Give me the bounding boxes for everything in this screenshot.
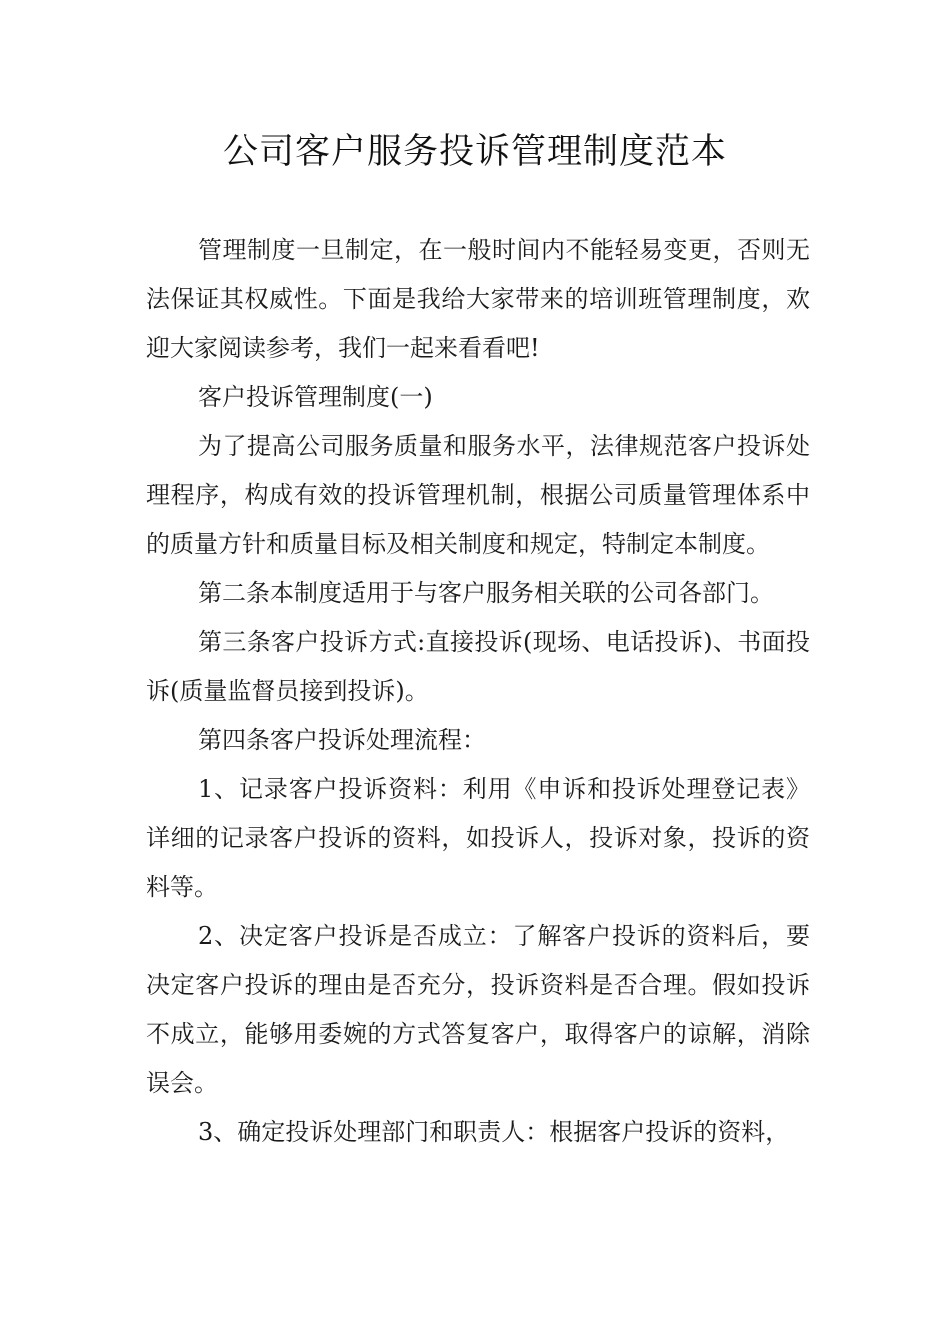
paragraph-article-3: 第三条客户投诉方式:直接投诉(现场、电话投诉)、书面投诉(质量监督员接到投诉)。	[146, 628, 810, 705]
paragraph-intro: 管理制度一旦制定，在一般时间内不能轻易变更，否则无法保证其权威性。下面是我给大家带来的培训班管理制度，欢迎大家阅读参考，我们一起来看看吧!	[146, 236, 810, 362]
document-body	[146, 226, 810, 1157]
paragraph-step-2: 2、决定客户投诉是否成立：了解客户投诉的资料后，要决定客户投诉的理由是否充分，投诉资料是否合理。假如投诉不成立，能够用委婉的方式答复客户，取得客户的谅解，消除误会。	[146, 922, 810, 1097]
paragraph-article-2: 第二条本制度适用于与客户服务相关联的公司各部门。	[198, 579, 774, 607]
paragraph-section-heading: 客户投诉管理制度(一)	[198, 383, 433, 411]
paragraph-article-4: 第四条客户投诉处理流程：	[198, 726, 486, 754]
paragraph-step-3: 3、确定投诉处理部门和职责人：根据客户投诉的资料，	[198, 1118, 790, 1146]
document-title: 公司客户服务投诉管理制度范本	[222, 132, 727, 172]
paragraph-purpose: 为了提高公司服务质量和服务水平，法律规范客户投诉处理程序，构成有效的投诉管理机制，根据公司质量管理体系中的质量方针和质量目标及相关制度和规定，特制定本制度。	[146, 432, 810, 558]
paragraph-step-1: 1、记录客户投诉资料：利用《申诉和投诉处理登记表》详细的记录客户投诉的资料，如投诉人，投诉对象，投诉的资料等。	[146, 775, 810, 901]
